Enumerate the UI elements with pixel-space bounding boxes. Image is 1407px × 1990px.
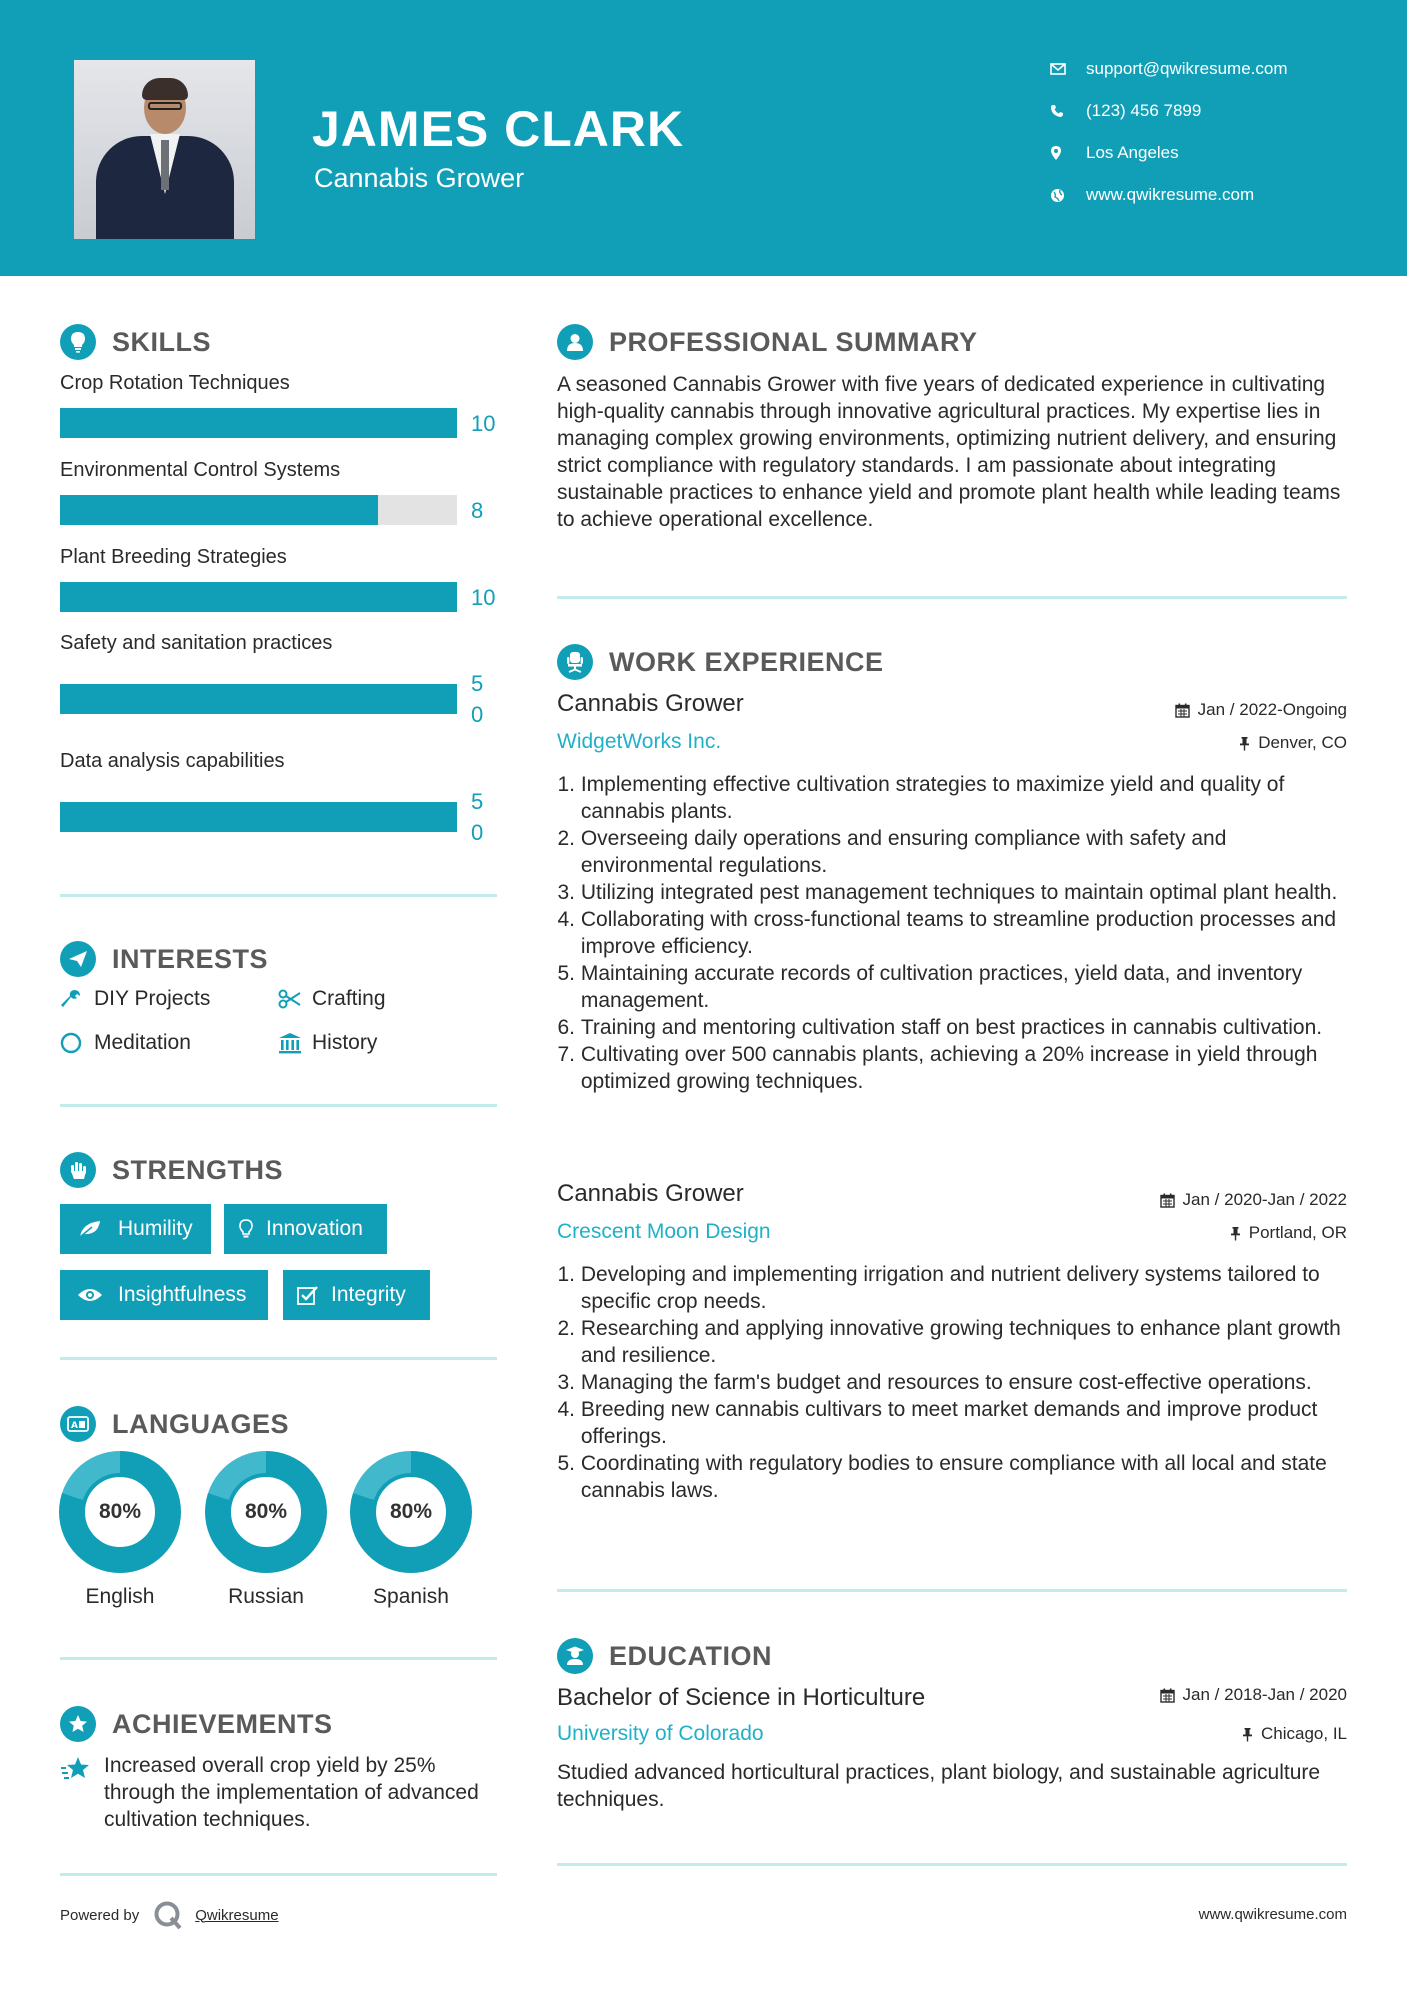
contact-website[interactable] [1050,182,1380,208]
paper-plane-icon [60,941,96,977]
education-dates [1160,1685,1347,1705]
job-title: Cannabis Grower [557,1180,744,1207]
section-divider [557,596,1347,599]
skill-bar [60,408,457,438]
strength-label: Integrity [331,1283,406,1306]
language-percent: 80% [227,1473,305,1551]
skill-bar [60,495,457,525]
list-item: 4. Breeding new cannabis cultivars to meet market demands and improve product offerings. [557,1398,1318,1448]
achievement-text: Increased overall crop yield by 25% through the implementation of advanced cultivation techniques. [104,1754,479,1831]
profile-photo [74,60,255,239]
pushpin-icon [1239,736,1250,751]
experience-heading [557,644,884,680]
envelope-icon [1050,63,1086,75]
skill-label: Data analysis capabilities [60,750,285,772]
pushpin-icon [1230,1226,1241,1241]
section-divider [60,1657,497,1660]
contact-phone[interactable] [1050,98,1380,124]
language-donut [350,1451,472,1573]
strength-tag [60,1204,211,1254]
office-chair-icon [557,644,593,680]
interest-item [60,1031,191,1055]
list-item: 2. Researching and applying innovative growing techniques to enhance plant growth and resilience. [557,1317,1341,1367]
pushpin-icon [1242,1727,1253,1742]
phone-icon [1050,104,1086,118]
skill-bar [60,582,457,612]
hand-icon [60,1152,96,1188]
degree-title: Bachelor of Science in Horticulture [557,1684,926,1711]
strength-tag [283,1270,430,1320]
header-banner [0,0,1407,276]
contact-email[interactable] [1050,56,1380,82]
skill-label: Environmental Control Systems [60,459,341,481]
strength-label: Humility [118,1217,193,1240]
lightbulb-outline-icon [236,1219,256,1239]
languages-heading-text: LANGUAGES [112,1408,290,1439]
interest-item [60,987,210,1011]
interest-item [278,987,386,1011]
calendar-icon [1160,1688,1175,1703]
job-bullets [557,1261,1357,1504]
list-item: 2. Overseeing daily operations and ensuring compliance with safety and environmental regulations. [557,827,1227,877]
interest-label: Crafting [312,987,386,1010]
language-percent: 80% [372,1473,450,1551]
skill-value: 0 [471,820,484,845]
skill-value: 0 [471,702,484,727]
globe-icon [1050,188,1086,203]
lightbulb-icon [60,324,96,360]
school-name: University of Colorado [557,1722,764,1745]
interests-heading [60,941,268,977]
calendar-icon [1175,703,1190,718]
eye-icon [72,1287,108,1303]
job-location [1230,1223,1347,1243]
powered-by-text: Powered by [60,1906,140,1924]
strength-label: Insightfulness [118,1283,247,1306]
education-heading-text: EDUCATION [609,1640,772,1671]
strength-tag [224,1204,387,1254]
job-company: WidgetWorks Inc. [557,730,722,753]
map-pin-icon [1050,145,1086,161]
job-location-text: Portland, OR [1248,1223,1347,1242]
experience-heading-text: WORK EXPERIENCE [609,646,884,677]
languages-heading [60,1406,289,1442]
star-icon [60,1752,104,1833]
interests-heading-text: INTERESTS [112,943,269,974]
job-dates [1175,700,1347,720]
circle-icon [60,1032,94,1054]
summary-heading [557,324,978,360]
job-location [1239,733,1347,753]
skills-heading [60,324,211,360]
contact-location-text: Los Angeles [1086,143,1179,162]
candidate-title: Cannabis Grower [314,163,525,193]
list-item: 5. Maintaining accurate records of cultivation practices, yield data, and inventory management. [557,962,1303,1012]
strengths-heading-text: STRENGTHS [112,1154,284,1185]
section-divider [60,1873,497,1876]
contact-website-text[interactable]: www.qwikresume.com [1086,185,1255,204]
section-divider [557,1863,1347,1866]
wrench-icon [60,988,94,1010]
education-dates-text: Jan / 2018-Jan / 2020 [1182,1685,1347,1704]
strength-label: Innovation [266,1217,363,1240]
interest-label: DIY Projects [94,987,211,1010]
user-icon [557,324,593,360]
education-description: Studied advanced horticultural practices, plant biology, and sustainable agriculture techniques. [557,1761,1321,1811]
language-name: English [85,1585,155,1608]
star-badge-icon [60,1706,96,1742]
qwikresume-logo-icon [153,1900,183,1930]
achievement-item [60,1752,500,1833]
language-donut [59,1451,181,1573]
contact-location [1050,140,1380,166]
calendar-icon [1160,1193,1175,1208]
strengths-heading [60,1152,283,1188]
interest-label: Meditation [94,1031,191,1054]
skills-heading-text: SKILLS [112,326,212,357]
skill-bar [60,802,457,832]
list-item: 3. Utilizing integrated pest management techniques to maintain optimal plant health. [557,881,1338,904]
list-item: 7. Cultivating over 500 cannabis plants, achieving a 20% increase in yield through optimized growing techniques. [557,1043,1318,1093]
language-item [205,1451,327,1609]
section-divider [60,1104,497,1107]
list-item: 1. Developing and implementing irrigation and nutrient delivery systems tailored to specific crop needs. [557,1263,1320,1313]
language-name: Spanish [373,1585,449,1608]
language-card-icon [60,1406,96,1442]
interest-item [278,1031,377,1055]
summary-heading-text: PROFESSIONAL SUMMARY [609,326,978,357]
job-company: Crescent Moon Design [557,1220,771,1243]
contact-email-text[interactable]: support@qwikresume.com [1086,59,1288,78]
achievements-heading-text: ACHIEVEMENTS [112,1708,333,1739]
section-divider [60,894,497,897]
achievements-heading [60,1706,333,1742]
language-item [350,1451,472,1609]
skill-bar [60,684,457,714]
museum-icon [278,1032,312,1054]
brand-link[interactable]: Qwikresume [195,1906,279,1924]
language-name: Russian [228,1585,304,1608]
candidate-name: JAMES CLARK [312,101,685,157]
language-item [59,1451,181,1609]
job-dates-text: Jan / 2020-Jan / 2022 [1182,1190,1347,1209]
job-title: Cannabis Grower [557,690,744,717]
list-item: 6. Training and mentoring cultivation staff on best practices in cannabis cultivation. [557,1016,1323,1039]
checkbox-icon [295,1285,321,1305]
footer-powered-by [60,1900,279,1930]
footer-website[interactable]: www.qwikresume.com [1198,1906,1347,1923]
list-item: 3. Managing the farm's budget and resources to ensure cost-effective operations. [557,1371,1312,1394]
svg-text:A: A [71,1421,78,1431]
summary-text: A seasoned Cannabis Grower with five years of dedicated experience in cultivating high-quality cannabis through innovative agricultural practices. My expertise lies in managing complex growing environments, optimizing nutrient delivery, and ensuring strict compliance with regulatory standards. I am passionate about integrating sustainable practices to enhance yield and promote plant health while leading teams to achieve operational excellence. [557,373,1341,531]
job-dates [1160,1190,1347,1210]
list-item: 4. Collaborating with cross-functional teams to streamline production processes and improve efficiency. [557,908,1337,958]
job-location-text: Denver, CO [1258,733,1347,752]
job-dates-text: Jan / 2022-Ongoing [1197,700,1347,719]
language-donut [205,1451,327,1573]
scissors-icon [278,989,312,1009]
list-item: 1. Implementing effective cultivation strategies to maximize yield and quality of cannabis plants. [557,773,1285,823]
graduate-icon [557,1638,593,1674]
skill-value: 8 [471,498,484,523]
strength-tag [60,1270,268,1320]
skill-label: Safety and sanitation practices [60,632,333,654]
education-location-text: Chicago, IL [1261,1724,1347,1743]
section-divider [60,1357,497,1360]
skill-value: 10 [471,411,496,436]
list-item: 5. Coordinating with regulatory bodies to ensure compliance with all local and state cannabis laws. [557,1452,1327,1502]
interest-label: History [312,1031,378,1054]
job-bullets [557,771,1357,1095]
education-location [1242,1724,1347,1744]
contact-phone-text: (123) 456 7899 [1086,101,1202,120]
skill-value: 5 [471,671,484,696]
education-heading [557,1638,772,1674]
skill-label: Plant Breeding Strategies [60,546,287,568]
skill-label: Crop Rotation Techniques [60,372,290,394]
leaf-icon [72,1219,108,1239]
skill-value: 10 [471,585,496,610]
section-divider [557,1589,1347,1592]
language-percent: 80% [81,1473,159,1551]
skill-value: 5 [471,789,484,814]
